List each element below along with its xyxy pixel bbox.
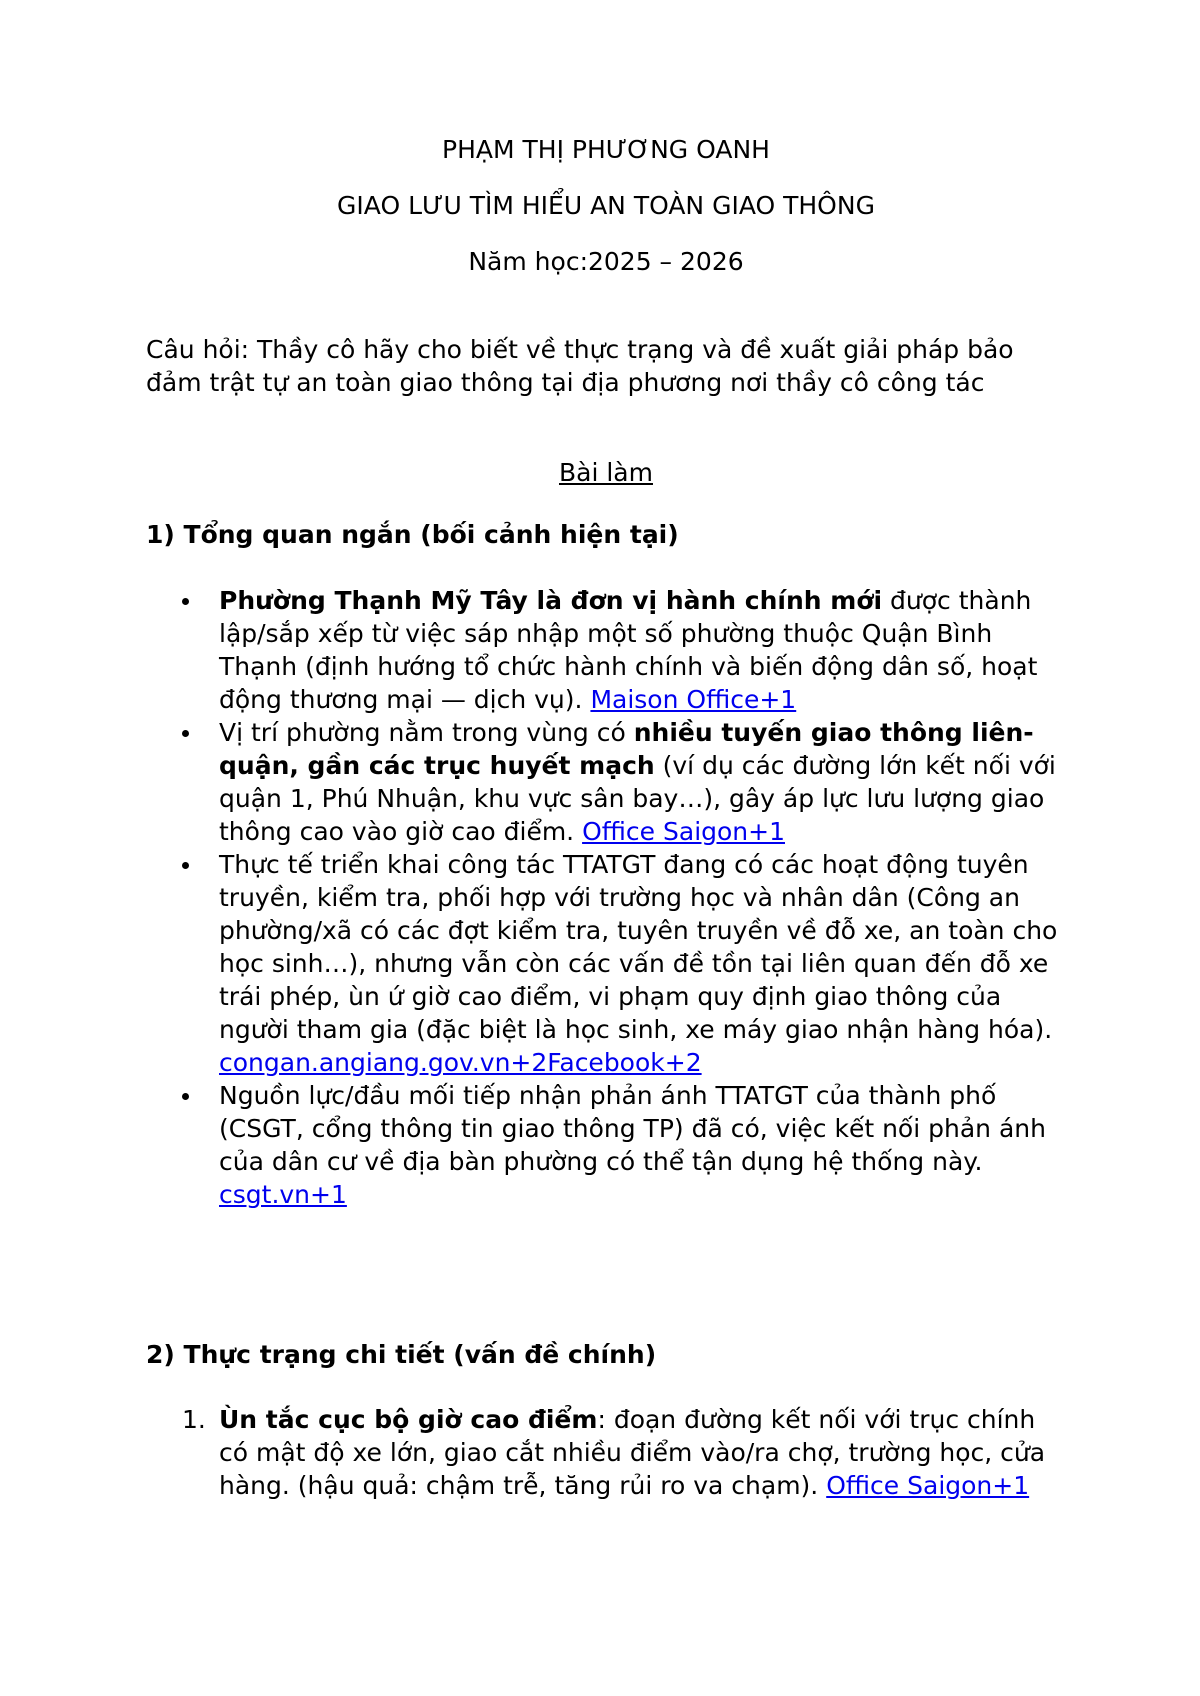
school-year: Năm học:2025 – 2026 bbox=[468, 247, 744, 276]
section-1-heading: 1) Tổng quan ngắn (bối cảnh hiện tại) bbox=[146, 520, 679, 549]
source-link[interactable]: Office Saigon+1 bbox=[826, 1471, 1030, 1500]
section-2-heading: 2) Thực trạng chi tiết (vấn đề chính) bbox=[146, 1340, 657, 1369]
bullet-icon bbox=[182, 598, 189, 605]
source-link[interactable]: Office Saigon+1 bbox=[582, 817, 785, 846]
item-text: (ví dụ các đường lớn kết nối với quận 1, Phú Nhuận, khu vực sân bay…), gây áp lực lưu lượng giao thông cao vào giờ cao điểm. bbox=[219, 751, 1056, 846]
author-name: PHẠM THỊ PHƯƠNG OANH bbox=[442, 135, 770, 164]
item-text: được thành lập/sắp xếp từ việc sáp nhập một số phường thuộc Quận Bình Thạnh (định hướng tổ chức hành chính và biến động dân số, hoạt động thương mại — dịch vụ). bbox=[219, 586, 1038, 714]
list-item bbox=[146, 584, 1066, 716]
bullet-icon bbox=[182, 1093, 189, 1100]
list-item bbox=[146, 1403, 1066, 1502]
item-text: : đoạn đường kết nối với trục chính có mật độ xe lớn, giao cắt nhiều điểm vào/ra chợ, trường học, cửa hàng. (hậu quả: chậm trễ, tăng rủi ro va chạm). bbox=[219, 1405, 1046, 1500]
item-text: Nguồn lực/đầu mối tiếp nhận phản ánh TTATGT của thành phố (CSGT, cổng thông tin giao thông TP) đã có, việc kết nối phản ánh của dân cư về địa bàn phường có thể tận dụng hệ thống này. bbox=[219, 1081, 1046, 1176]
source-link[interactable]: Maison Office+1 bbox=[590, 685, 797, 714]
bullet-icon bbox=[182, 862, 189, 869]
list-item bbox=[146, 848, 1066, 1079]
answer-heading: Bài làm bbox=[559, 458, 653, 487]
item-bold-text: nhiều tuyến giao thông liên-quận, gần các trục huyết mạch bbox=[219, 718, 1034, 780]
source-link[interactable]: csgt.vn+1 bbox=[219, 1180, 347, 1209]
list-number: 1. bbox=[182, 1405, 206, 1434]
item-bold-text: Ùn tắc cục bộ giờ cao điểm bbox=[219, 1405, 598, 1434]
item-bold-text: Phường Thạnh Mỹ Tây là đơn vị hành chính mới bbox=[219, 586, 883, 615]
item-text-before: Vị trí phường nằm trong vùng có bbox=[219, 718, 634, 747]
list-item bbox=[146, 716, 1066, 848]
list-item bbox=[146, 1079, 1066, 1211]
document-title: GIAO LƯU TÌM HIỂU AN TOÀN GIAO THÔNG bbox=[337, 191, 875, 220]
section-2-list bbox=[146, 1403, 1066, 1502]
source-link[interactable]: congan.angiang.gov.vn+2Facebook+2 bbox=[219, 1048, 702, 1077]
item-text: Thực tế triển khai công tác TTATGT đang có các hoạt động tuyên truyền, kiểm tra, phối hợp với trường học và nhân dân (Công an phường/xã có các đợt kiểm tra, tuyên truyền về đỗ xe, an toàn cho học sinh…), nhưng vẫn còn các vấn đề tồn tại liên quan đến đỗ xe trái phép, ùn ứ giờ cao điểm, vi phạm quy định giao thông của người tham gia (đặc biệt là học sinh, xe máy giao nhận hàng hóa). bbox=[219, 850, 1058, 1044]
question-text: Câu hỏi: Thầy cô hãy cho biết về thực trạng và đề xuất giải pháp bảo đảm trật tự an toàn giao thông tại địa phương nơi thầy cô công tác bbox=[146, 335, 1014, 397]
bullet-icon bbox=[182, 730, 189, 737]
section-1-list bbox=[146, 584, 1066, 1211]
